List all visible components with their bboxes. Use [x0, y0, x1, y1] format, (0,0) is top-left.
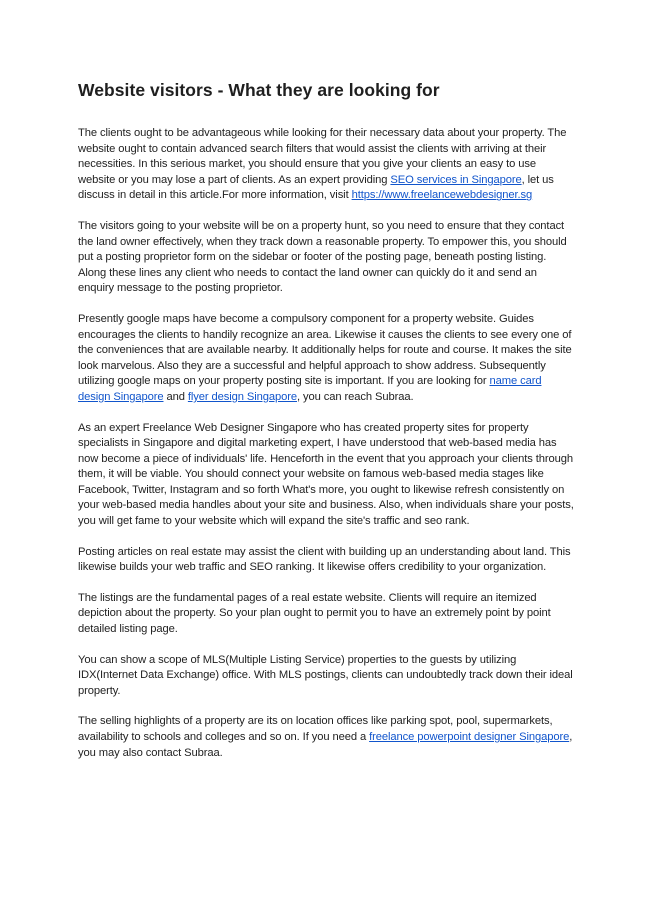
link-website-url[interactable]: https://www.freelancewebdesigner.sg — [351, 189, 533, 202]
paragraph-5: Posting articles on real estate may assist the client with building up an understanding about land. This likewise builds your web traffic and SEO ranking. It likewise offers credibility to your organization. — [78, 545, 571, 574]
paragraph-3 — [78, 312, 574, 406]
article-body — [78, 126, 574, 761]
paragraph-text: , let us discuss in detail in this article.For more information, visit — [78, 173, 554, 202]
page-title: Website visitors - What they are looking for — [78, 80, 440, 100]
link-powerpoint-designer[interactable]: freelance powerpoint designer Singapore — [369, 731, 570, 743]
paragraph-text: and — [163, 390, 188, 403]
paragraph-8 — [78, 714, 574, 761]
paragraph-1 — [78, 126, 574, 204]
paragraph-2: The visitors going to your website will be on a property hunt, so you need to ensure that they contact the land owner effectively, when they track down a reasonable property. To empower this, you should put a posting proprietor form on the sidebar or footer of the posting page, beneath posting listing. Along these lines any client who needs to contact the land owner can quickly do it and send an enquiry message to the posting proprietor. — [78, 219, 567, 295]
paragraph-6: The listings are the fundamental pages of a real estate website. Clients will require an itemized depiction about the property. So your plan ought to permit you to have an extremely point by point detailed listing page. — [78, 591, 551, 636]
paragraph-4: As an expert Freelance Web Designer Singapore who has created property sites for property specialists in Singapore and digital marketing expert, I have understood that web-based media has now become a piece of individuals' life. Henceforth in the event that you approach your clients through them, it will be viable. You should connect your website on famous web-based media stages like Facebook, Twitter, Instagram and so forth What's more, you ought to likewise refresh consistently on your web-based media handles about your site and business. Also, when individuals share your posts, you will get fame to your website which will expand the site's traffic and seo rank. — [78, 421, 574, 528]
link-seo-services[interactable]: SEO services in Singapore — [390, 173, 522, 186]
paragraph-text: , you can reach Subraa. — [297, 390, 414, 403]
link-flyer-design[interactable]: flyer design Singapore — [187, 390, 297, 403]
paragraph-7: You can show a scope of MLS(Multiple Listing Service) properties to the guests by utilizing IDX(Internet Data Exchange) office. With MLS postings, clients can undoubtedly track down their ideal property. — [78, 653, 573, 697]
paragraph-text: Presently google maps have become a compulsory component for a property website. Guides encourages the clients to handily recognize an area. Likewise it causes the clients to see every one of the conveniences that are available nearby. It additionally helps for route and course. It makes the site look marvelous. Also they are a successful and helpful approach to show address. Subsequently utilizing google maps on your property posting site is important. If you are looking for — [78, 312, 572, 388]
paragraph-text: The clients ought to be advantageous while looking for their necessary data about your property. The website ought to contain advanced search filters that would assist the clients with arriving at their necessities. In this serious market, you should ensure that you give your clients an easy to use website or you may lose a part of clients. As an expert providing — [78, 127, 567, 186]
link-name-card-design[interactable]: name card design Singapore — [78, 375, 542, 403]
paragraph-text: The selling highlights of a property are its on location offices like parking spot, pool, supermarkets, availability to schools and colleges and so on. If you need a — [78, 715, 553, 743]
paragraph-text: , you may also contact Subraa. — [78, 731, 573, 759]
